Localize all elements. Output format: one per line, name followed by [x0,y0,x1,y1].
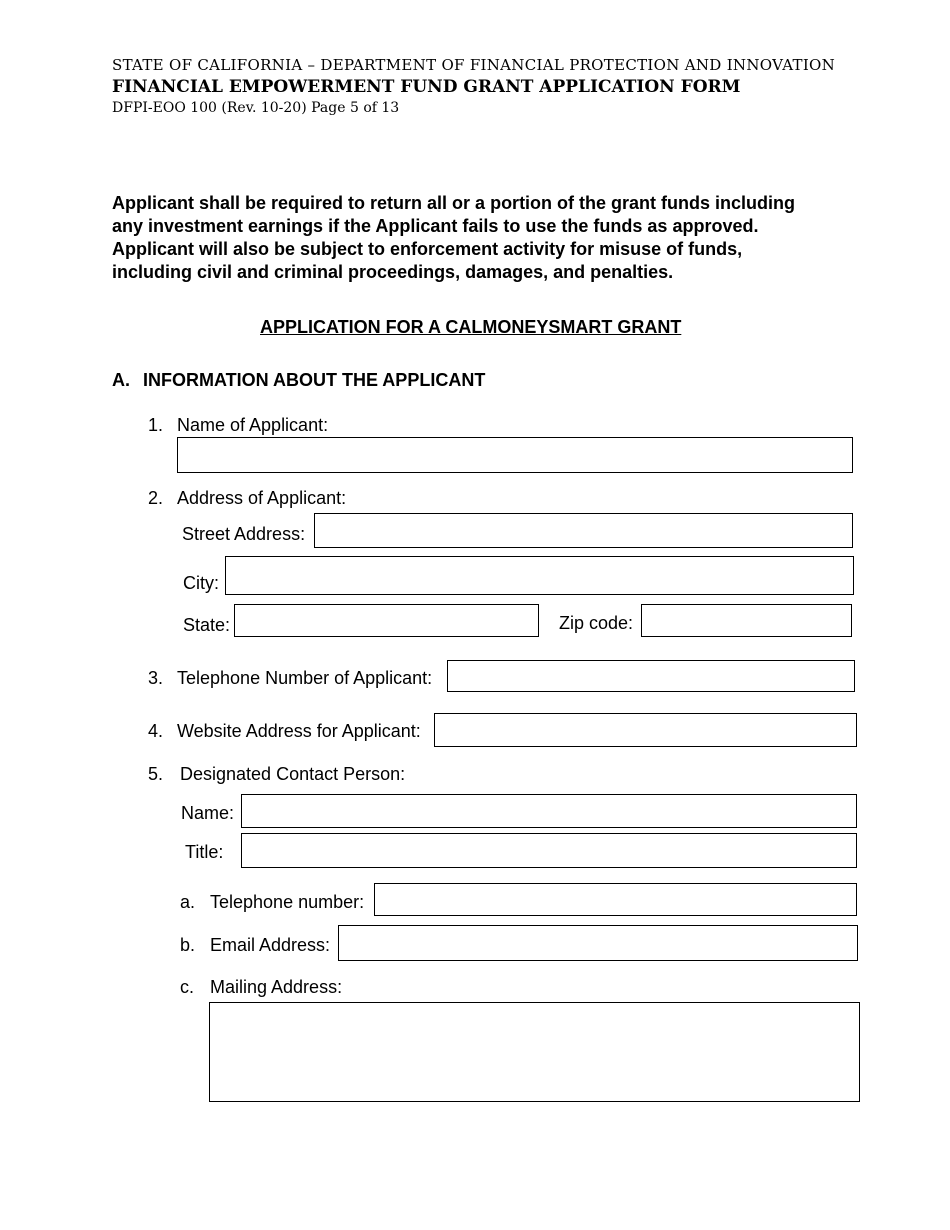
section-letter: A. [112,370,130,390]
q5a-letter: a. [180,892,196,912]
agency-line: STATE OF CALIFORNIA – DEPARTMENT OF FINANCIAL PROTECTION AND INNOVATION [112,56,836,74]
notice-line: Applicant will also be subject to enforcement activity for misuse of funds, [112,239,743,259]
state-field[interactable] [234,604,539,637]
notice-line: Applicant shall be required to return all or a portion of the grant funds including [112,193,796,213]
website-address-field[interactable] [434,713,857,747]
street-address-label: Street Address: [182,524,306,544]
street-address-field[interactable] [314,513,853,548]
q3-number: 3. [148,668,164,688]
q1-number: 1. [148,415,164,435]
q5c-letter: c. [180,977,195,997]
q5a-label: Telephone number: [210,892,365,912]
q2-number: 2. [148,488,164,508]
mailing-address-field[interactable] [209,1002,860,1102]
contact-title-label: Title: [185,842,224,862]
q3-label: Telephone Number of Applicant: [177,668,433,688]
q5-number: 5. [148,764,164,784]
q5b-letter: b. [180,935,196,955]
city-label: City: [183,573,219,593]
zip-code-field[interactable] [641,604,852,637]
page-title: APPLICATION FOR A CALMONEYSMART GRANT [260,317,682,337]
q2-label: Address of Applicant: [177,488,347,508]
notice-line: including civil and criminal proceedings, damages, and penalties. [112,262,674,282]
q4-label: Website Address for Applicant: [177,721,421,741]
section-heading: INFORMATION ABOUT THE APPLICANT [143,370,486,390]
form-id: DFPI-EOO 100 (Rev. 10-20) Page 5 of 13 [112,100,400,116]
contact-email-field[interactable] [338,925,858,961]
applicant-telephone-field[interactable] [447,660,855,692]
notice-paragraph [112,192,795,284]
q5-label: Designated Contact Person: [180,764,406,784]
contact-name-field[interactable] [241,794,857,828]
q5b-label: Email Address: [210,935,331,955]
q5c-label: Mailing Address: [210,977,343,997]
q1-label: Name of Applicant: [177,415,329,435]
contact-title-field[interactable] [241,833,857,868]
contact-name-label: Name: [181,803,235,823]
notice-line: any investment earnings if the Applicant fails to use the funds as approved. [112,216,759,236]
state-label: State: [183,615,231,635]
applicant-name-field[interactable] [177,437,853,473]
city-field[interactable] [225,556,854,595]
q4-number: 4. [148,721,164,741]
form-title: FINANCIAL EMPOWERMENT FUND GRANT APPLICATION FORM [112,77,741,97]
contact-telephone-field[interactable] [374,883,857,916]
zip-code-label: Zip code: [559,613,634,633]
